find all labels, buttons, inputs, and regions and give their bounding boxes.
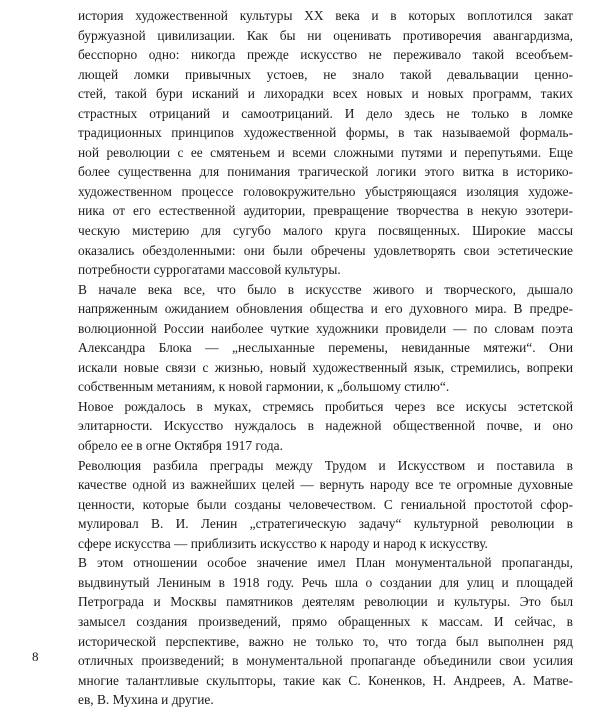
text-line: обрело ее в огне Октября 1917 года. — [78, 438, 283, 454]
page-number: 8 — [32, 649, 39, 664]
text-line: оказались обездоленными: они были обречены удовлетворять свои эстетические — [78, 242, 573, 258]
text-line: В этом отношении особое значение имел План монументальной пропаганды, — [78, 555, 573, 571]
text-line: волюционной России наиболее чуткие художники провидели — по словам поэта — [78, 320, 573, 336]
text-line: традиционных принципов художественной формы, в так называемой формаль- — [78, 125, 573, 141]
text-line: стей, такой бури исканий и лихорадки всех новых и новых программ, таких — [78, 86, 573, 102]
text-line: Новое рождалось в муках, стремясь пробиться через все искусы эстетской — [78, 398, 573, 414]
text-line: буржуазной цивилизации. Как бы ни оценивать противоречия авангардизма, — [78, 27, 573, 43]
text-line: потребности суррогатами массовой культуры. — [78, 262, 341, 278]
text-line: собственным метаниям, к новой гармонии, к „большому стилю“. — [78, 379, 450, 395]
body-text — [78, 6, 573, 710]
text-line: бесспорно одно: никогда прежде искусство не переживало такой всеобъем- — [78, 47, 573, 63]
text-line: В начале века все, что было в искусстве живого и творческого, дышало — [78, 281, 573, 297]
text-line: Александра Блока — „неслыханные перемены, невиданные мятежи“. Они — [78, 340, 573, 356]
text-line: ника от его естественной аудитории, превращение творчества в некую эзотери- — [78, 203, 573, 219]
text-line: многие талантливые скульпторы, такие как С. Коненков, Н. Андреев, А. Матве- — [78, 672, 573, 688]
paragraph — [78, 456, 573, 554]
text-line: напряженным ожиданием обновления общества и его духовного мира. В предре- — [78, 301, 573, 317]
text-line: выдвинутый Лениным в 1918 году. Речь шла о создании для улиц и площадей — [78, 574, 573, 590]
text-line: ев, В. Мухина и другие. — [78, 692, 214, 708]
paragraph — [78, 280, 573, 397]
text-line: ческую мистерию для сугубо малого круга посвященных. Широкие массы — [78, 223, 573, 239]
text-line: замысел создания произведений, прямо обращенных к массам. И сейчас, в — [78, 613, 573, 629]
text-line: элитарности. Искусство нуждалось в надежной общественной почве, и оно — [78, 418, 573, 434]
paragraph — [78, 397, 573, 456]
text-line: более существенна для понимания трагической логики этого витка в историко- — [78, 164, 573, 180]
paragraph — [78, 553, 573, 709]
text-line: ной революции с ее смятеньем и всеми сложными путями и перепутьями. Еще — [78, 144, 573, 160]
text-line: мулировал В. И. Ленин „стратегическую задачу“ культурной революции в — [78, 516, 573, 532]
text-line: отличных произведений; в монументальной пропаганде объединили свои усилия — [78, 653, 573, 669]
text-line: исторической перспективе, важно не только то, что тогда был выполнен ряд — [78, 633, 573, 649]
text-line: страстных отрицаний и самоотрицаний. И дело здесь не только в ломке — [78, 105, 573, 121]
text-line: искали новые связи с жизнью, новый художественный язык, стремились, вопреки — [78, 359, 573, 375]
text-line: сфере искусства — приблизить искусство к народу и народ к искусству. — [78, 535, 488, 551]
text-line: художественном процессе головокружительно убыстряющаяся изоляция художе- — [78, 183, 573, 199]
text-line: история художественной культуры XX века и в которых воплотился закат — [78, 8, 573, 23]
text-line: ценности, которые были созданы человечеством. С гениальной простотой сфор- — [78, 496, 573, 512]
paragraph — [78, 6, 573, 280]
text-line: Петрограда и Москвы памятников деятелям революции и культуры. Это был — [78, 594, 573, 610]
text-line: лющей ломки привычных устоев, не знало такой девальвации ценно- — [78, 66, 573, 82]
text-line: качестве одной из важнейших целей — вернуть народу все те огромные духовные — [78, 477, 573, 493]
text-line: Революция разбила преграды между Трудом и Искусством и поставила в — [78, 457, 573, 473]
